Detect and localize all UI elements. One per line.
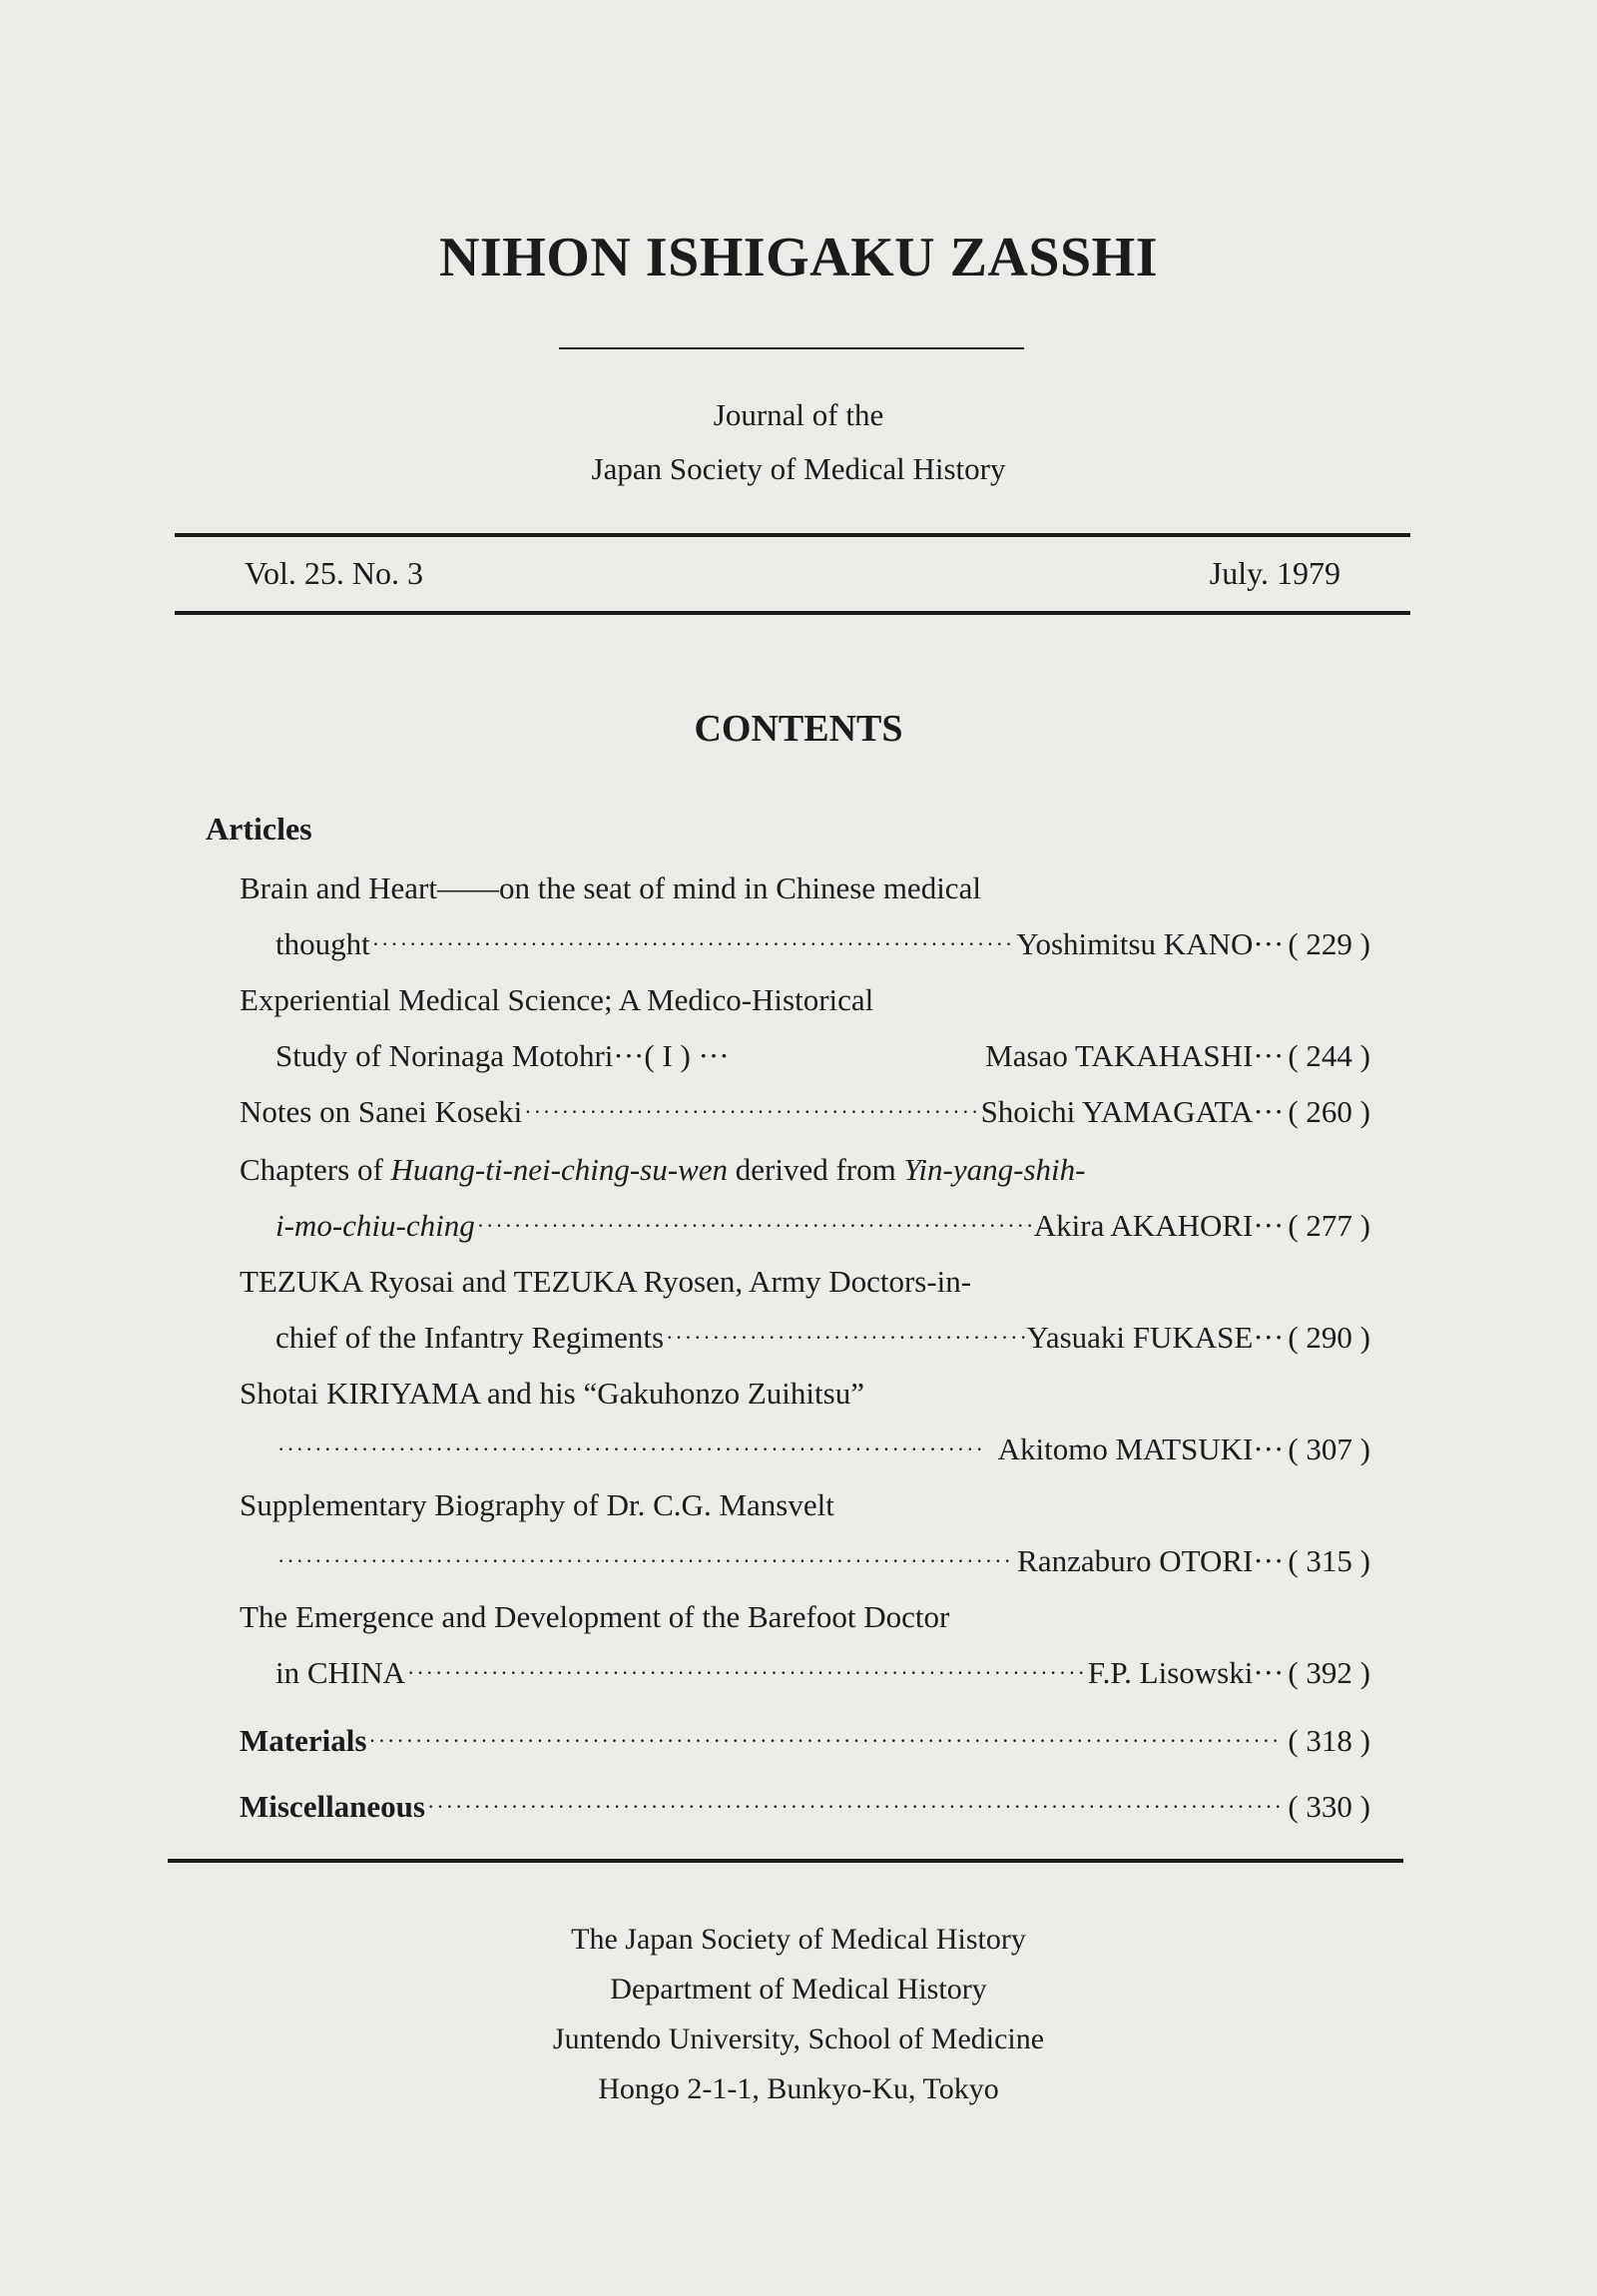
leader-dots — [372, 924, 1014, 964]
toc-entry-page: ( 290 ) — [1288, 1320, 1370, 1355]
toc-entry-title: Experiential Medical Science; A Medico-Historical — [240, 982, 874, 1017]
leader-dots — [277, 1541, 1015, 1581]
subtitle-line-1: Journal of the — [713, 397, 884, 432]
ellipsis: ··· — [1253, 1320, 1285, 1355]
toc-entry-title: chief of the Infantry Regiments — [275, 1320, 665, 1355]
section-label-miscellaneous: Miscellaneous — [240, 1789, 425, 1824]
leader-dots — [407, 1653, 1086, 1693]
leader-dots — [277, 1430, 982, 1469]
toc-entry-author: F.P. Lisowski — [1087, 1655, 1254, 1690]
toc-entry-author: Ranzaburo OTORI — [1017, 1543, 1254, 1578]
toc-entry-line — [275, 924, 1370, 964]
publisher-line-3: Juntendo University, School of Medicine — [552, 2022, 1045, 2055]
volume-number: Vol. 25. No. 3 — [245, 555, 423, 591]
toc-entry-author: Masao TAKAHASHI — [985, 1038, 1254, 1073]
toc-entry-title: The Emergence and Development of the Barefoot Doctor — [240, 1599, 950, 1634]
toc-entry-page: ( 244 ) — [1288, 1038, 1370, 1073]
toc-entry-line — [275, 1653, 1370, 1693]
ellipsis: ··· — [1253, 1094, 1285, 1129]
title-italic: Huang-ti-nei-ching-su-wen — [390, 1152, 729, 1187]
leader-dots — [477, 1206, 1032, 1246]
toc-entry-title: Study of Norinaga Motohri···( I ) ··· — [275, 1038, 730, 1073]
toc-entry-page: ( 229 ) — [1288, 926, 1370, 961]
publisher-line-4: Hongo 2-1-1, Bunkyo-Ku, Tokyo — [598, 2072, 999, 2105]
toc-entry-page: ( 277 ) — [1288, 1208, 1370, 1243]
toc-entry-line — [275, 1430, 1370, 1469]
ellipsis: ··· — [1253, 926, 1285, 961]
toc-entry-materials — [240, 1721, 1370, 1761]
leader-dots — [524, 1092, 978, 1132]
ellipsis: ··· — [1253, 1655, 1285, 1690]
toc-entry-line — [275, 1541, 1370, 1581]
ellipsis: ··· — [1253, 1432, 1285, 1466]
issue-band-bottom-rule — [175, 611, 1410, 615]
toc-entry-author: Akira AKAHORI — [1033, 1208, 1254, 1243]
publisher-line-1: The Japan Society of Medical History — [571, 1923, 1026, 1956]
toc-entry-title — [240, 1150, 1085, 1190]
toc-entry-page: ( 315 ) — [1288, 1543, 1370, 1578]
toc-entry-page: ( 307 ) — [1288, 1432, 1370, 1466]
toc-entry-author: Shoichi YAMAGATA — [980, 1094, 1254, 1129]
toc-entry-page: ( 260 ) — [1288, 1094, 1370, 1129]
toc-entry-author: Yoshimitsu KANO — [1016, 926, 1254, 961]
toc-entry-line — [275, 1318, 1370, 1358]
toc-entry-page: ( 330 ) — [1288, 1789, 1370, 1824]
toc-entry-title: TEZUKA Ryosai and TEZUKA Ryosen, Army Doctors-in- — [240, 1264, 972, 1299]
toc-entry-author: Akitomo MATSUKI — [997, 1432, 1254, 1466]
publisher-line-2: Department of Medical History — [610, 1973, 987, 2006]
issue-band-top-rule — [175, 533, 1410, 537]
toc-entry-title: Brain and Heart——on the seat of mind in Chinese medical — [240, 870, 981, 905]
leader-dots — [368, 1721, 1282, 1761]
toc-entry-page: ( 318 ) — [1288, 1723, 1370, 1758]
toc-entry-title: thought — [275, 926, 370, 961]
toc-entry-line — [275, 1206, 1370, 1246]
subtitle-line-2: Japan Society of Medical History — [591, 451, 1006, 486]
toc-entry-title: in CHINA — [275, 1655, 406, 1690]
leader-dots — [666, 1318, 1024, 1358]
section-label-materials: Materials — [240, 1723, 367, 1758]
issue-date: July. 1979 — [1209, 555, 1340, 591]
title-italic: Yin-yang-shih- — [903, 1152, 1086, 1187]
section-heading-articles: Articles — [206, 811, 312, 847]
toc-entry-author: Yasuaki FUKASE — [1026, 1320, 1254, 1355]
ellipsis: ··· — [1253, 1038, 1285, 1073]
leader-dots — [427, 1787, 1282, 1827]
toc-entry-title: Shotai KIRIYAMA and his “Gakuhonzo Zuihitsu” — [240, 1376, 864, 1411]
toc-entry-title: Notes on Sanei Koseki — [240, 1094, 523, 1129]
ellipsis: ··· — [1253, 1543, 1285, 1578]
toc-entry-title: i-mo-chiu-ching — [275, 1208, 475, 1243]
ellipsis: ··· — [1253, 1208, 1285, 1243]
title-text: Chapters of — [240, 1152, 391, 1187]
title-divider — [559, 347, 1024, 349]
toc-entry-miscellaneous — [240, 1787, 1370, 1827]
footer-divider — [168, 1859, 1403, 1863]
toc-entry-line — [275, 1036, 1370, 1076]
toc-entry-title: Supplementary Biography of Dr. C.G. Mansvelt — [240, 1487, 834, 1522]
title-text: derived from — [728, 1152, 904, 1187]
toc-entry-page: ( 392 ) — [1288, 1655, 1370, 1690]
toc-entry-line — [240, 1092, 1370, 1132]
contents-heading: CONTENTS — [694, 708, 903, 750]
journal-title: NIHON ISHIGAKU ZASSHI — [438, 227, 1158, 288]
